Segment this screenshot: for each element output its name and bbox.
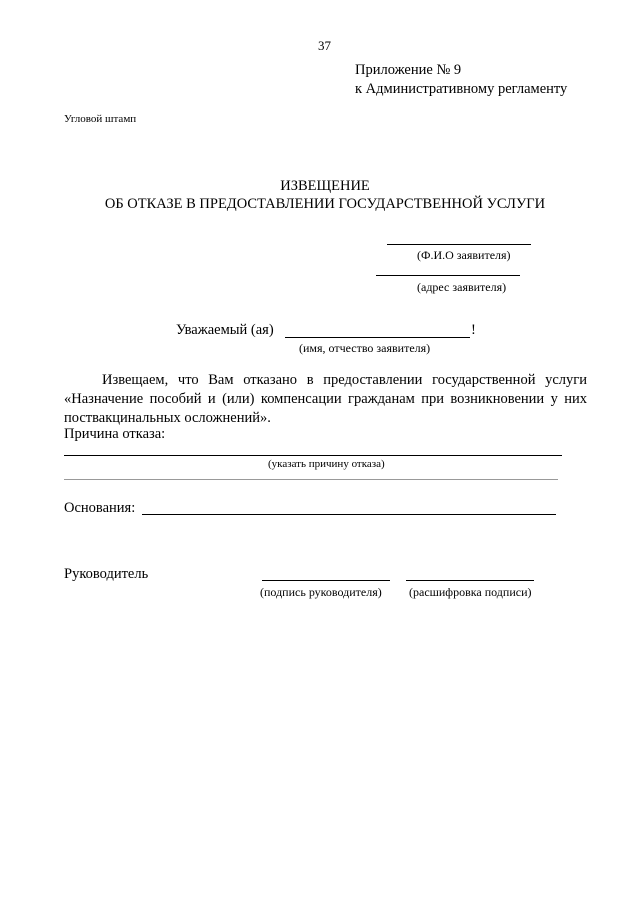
signature-decode-caption: (расшифровка подписи)	[409, 585, 532, 599]
greeting-name-line	[285, 337, 470, 338]
fio-caption: (Ф.И.О заявителя)	[417, 248, 511, 262]
appendix-line-1: Приложение № 9	[355, 62, 462, 78]
grounds-line	[142, 514, 556, 515]
body-text: Извещаем, что Вам отказано в предоставлении государственной услуги «Назначение пособий и (или) компенсации гражданам при возникновении у них поствакцинальных осложнений».	[64, 372, 587, 426]
refusal-label: Причина отказа:	[64, 426, 166, 442]
refusal-caption: (указать причину отказа)	[268, 458, 385, 470]
greeting-caption: (имя, отчество заявителя)	[299, 341, 431, 355]
signature-caption: (подпись руководителя)	[260, 585, 382, 599]
appendix-line-2: к Административному регламенту	[355, 81, 568, 97]
document-title: ИЗВЕЩЕНИЕ	[280, 178, 370, 194]
document-subtitle: ОБ ОТКАЗЕ В ПРЕДОСТАВЛЕНИИ ГОСУДАРСТВЕННОЙ УСЛУГИ	[104, 196, 546, 212]
signature-line	[262, 580, 390, 581]
signature-role: Руководитель	[64, 566, 149, 582]
refusal-line	[64, 455, 562, 456]
corner-stamp-label: Угловой штамп	[64, 113, 137, 125]
address-caption: (адрес заявителя)	[417, 280, 507, 294]
greeting-prefix: Уважаемый (ая)	[176, 322, 274, 338]
body-paragraph	[64, 371, 587, 428]
grounds-label: Основания:	[64, 500, 136, 516]
address-line	[376, 275, 520, 276]
greeting-suffix: !	[471, 322, 476, 338]
refusal-line-2	[64, 479, 558, 480]
page-number: 37	[318, 38, 331, 53]
fio-line	[387, 244, 531, 245]
signature-decode-line	[406, 580, 534, 581]
